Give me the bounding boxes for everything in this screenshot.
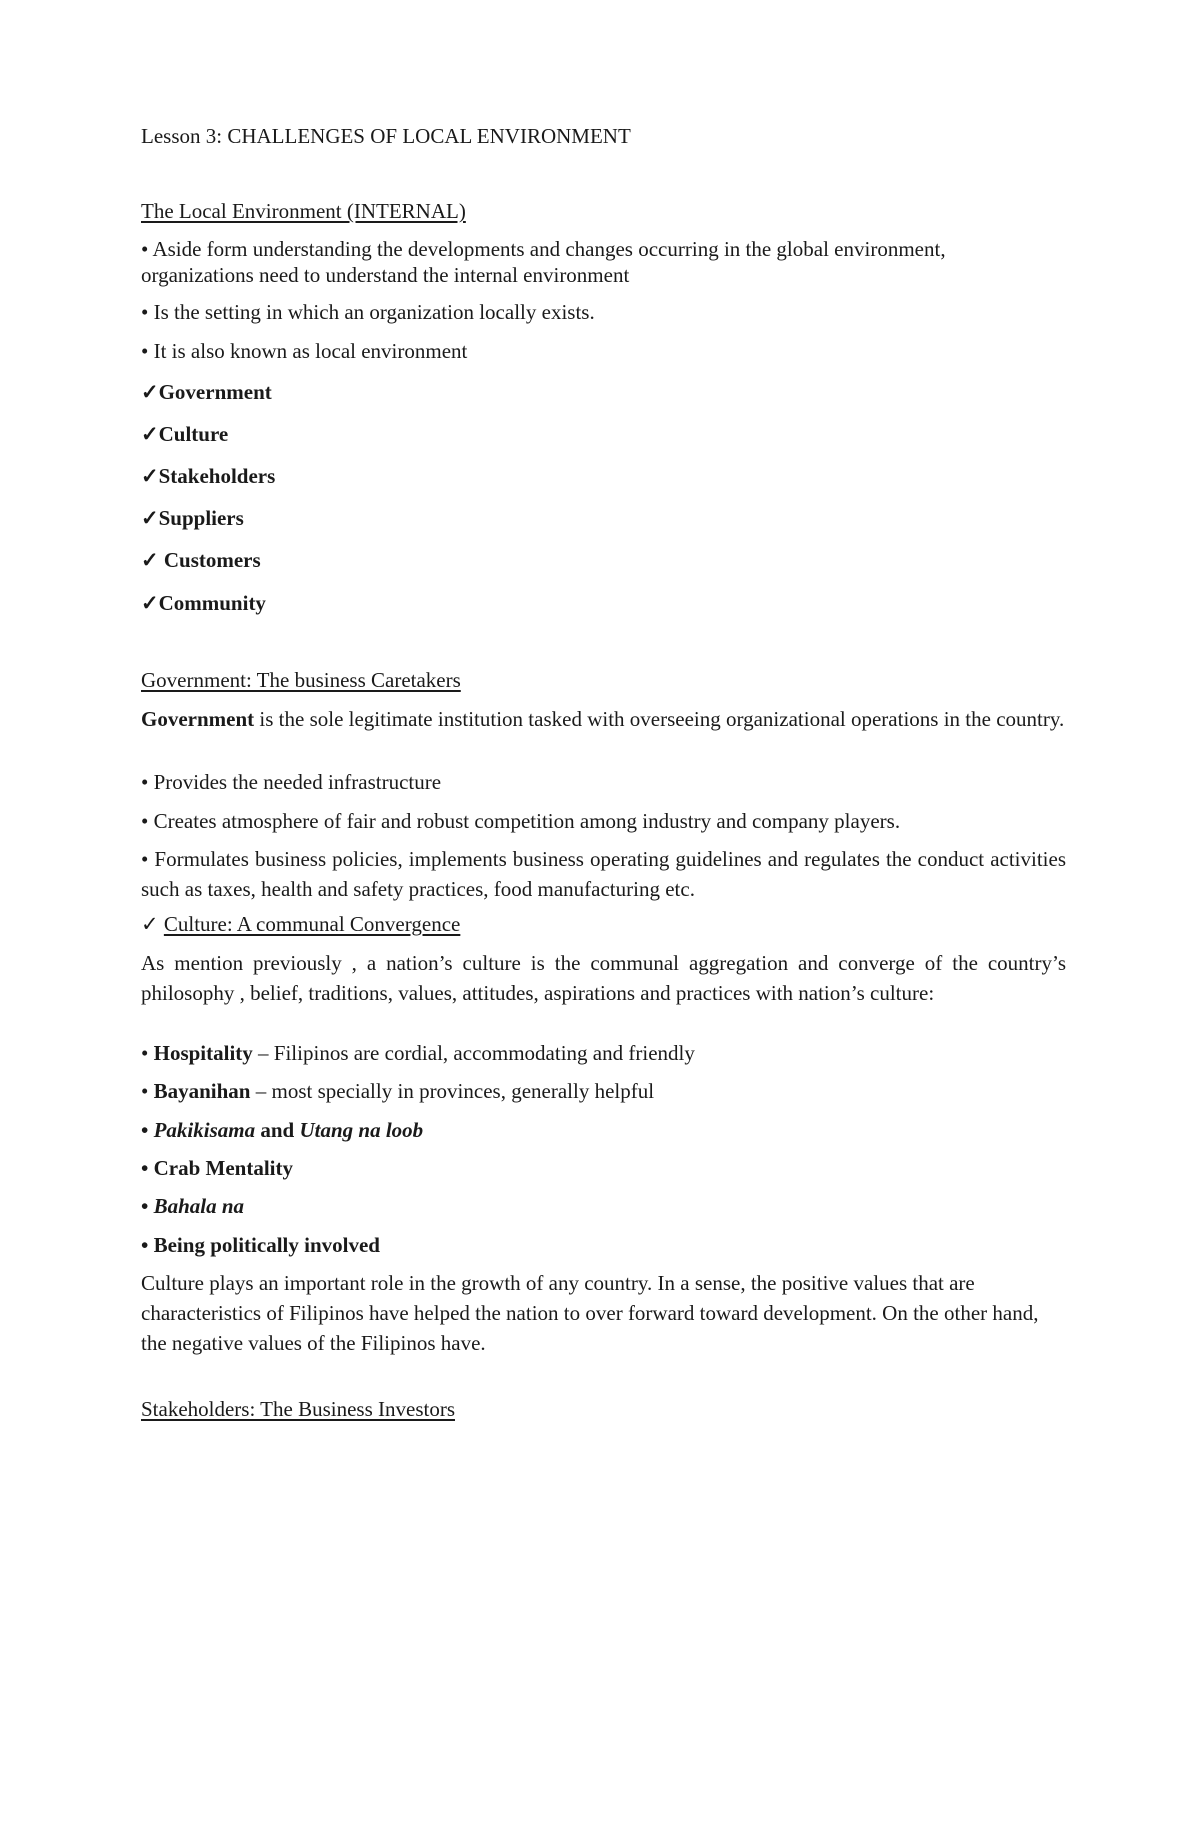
government-definition [141,704,1066,734]
culture-check-icon: ✓ [141,912,164,936]
culture-bullet-crab [141,1153,293,1183]
bullet-marker: • [141,1233,154,1257]
culture-bullet-pakikisama [141,1115,423,1145]
checklist-item-culture: ✓Culture [141,422,229,446]
and-word: and [255,1118,300,1142]
checklist-item-government: ✓Government [141,380,272,404]
internal-heading: The Local Environment (INTERNAL) [141,199,466,223]
government-bullet-1: • Provides the needed infrastructure [141,770,442,794]
culture-bullet-political [141,1230,380,1260]
bullet-marker: • [141,1118,154,1142]
bullet-marker: • [141,1156,154,1180]
checklist-item-suppliers: ✓Suppliers [141,506,244,530]
checklist-item-customers: ✓ Customers [141,548,261,572]
bayanihan-term: Bayanihan [153,1079,251,1103]
internal-bullet-1-line-2: organizations need to understand the internal environment [141,263,630,287]
lesson-title: Lesson 3: CHALLENGES OF LOCAL ENVIRONMENT [141,124,631,148]
political-term: Being politically involved [153,1233,380,1257]
bullet-marker: • [141,1194,154,1218]
culture-heading: Culture: A communal Convergence [163,912,461,936]
bahala-term: Bahala na [153,1194,245,1218]
utang-term: Utang na loob [299,1118,424,1142]
government-definition-text: is the sole legitimate institution tasked with overseeing organizational operations in the country. [254,707,1065,731]
checklist-item-community: ✓Community [141,591,266,615]
culture-closing: Culture plays an important role in the growth of any country. In a sense, the positive values that are characteristics of Filipinos have helped the nation to over forward toward development. On the other hand, the negative values of the Filipinos have. [141,1271,1039,1355]
stakeholders-heading: Stakeholders: The Business Investors [141,1397,455,1421]
bullet-marker: • [141,1041,154,1065]
government-term: Government [141,707,255,731]
culture-bullet-bayanihan [141,1076,654,1106]
pakikisama-term: Pakikisama [153,1118,256,1142]
hospitality-term: Hospitality [153,1041,253,1065]
government-heading: Government: The business Caretakers [141,668,461,692]
internal-bullet-1-line-1: • Aside form understanding the developments and changes occurring in the global environment, [141,237,946,261]
bayanihan-desc: – most specially in provinces, generally helpful [250,1079,655,1103]
checklist-item-stakeholders: ✓Stakeholders [141,464,276,488]
culture-heading-row [141,909,460,939]
bullet-marker: • [141,1079,154,1103]
culture-intro: As mention previously , a nation’s culture is the communal aggregation and converge of the country’s philosophy , belief, traditions, values, attitudes, aspirations and practices with nation’s culture: [141,951,1066,1005]
culture-bullet-bahala [141,1191,244,1221]
culture-bullet-hospitality [141,1038,695,1068]
government-bullet-3: • Formulates business policies, implements business operating guidelines and regulates the conduct activities such as taxes, health and safety practices, food manufacturing etc. [141,847,1066,901]
hospitality-desc: – Filipinos are cordial, accommodating and friendly [252,1041,695,1065]
government-bullet-2: • Creates atmosphere of fair and robust competition among industry and company players. [141,809,901,833]
crab-term: Crab Mentality [153,1156,294,1180]
internal-bullet-2: • Is the setting in which an organization locally exists. [141,300,595,324]
internal-bullet-3: • It is also known as local environment [141,339,468,363]
